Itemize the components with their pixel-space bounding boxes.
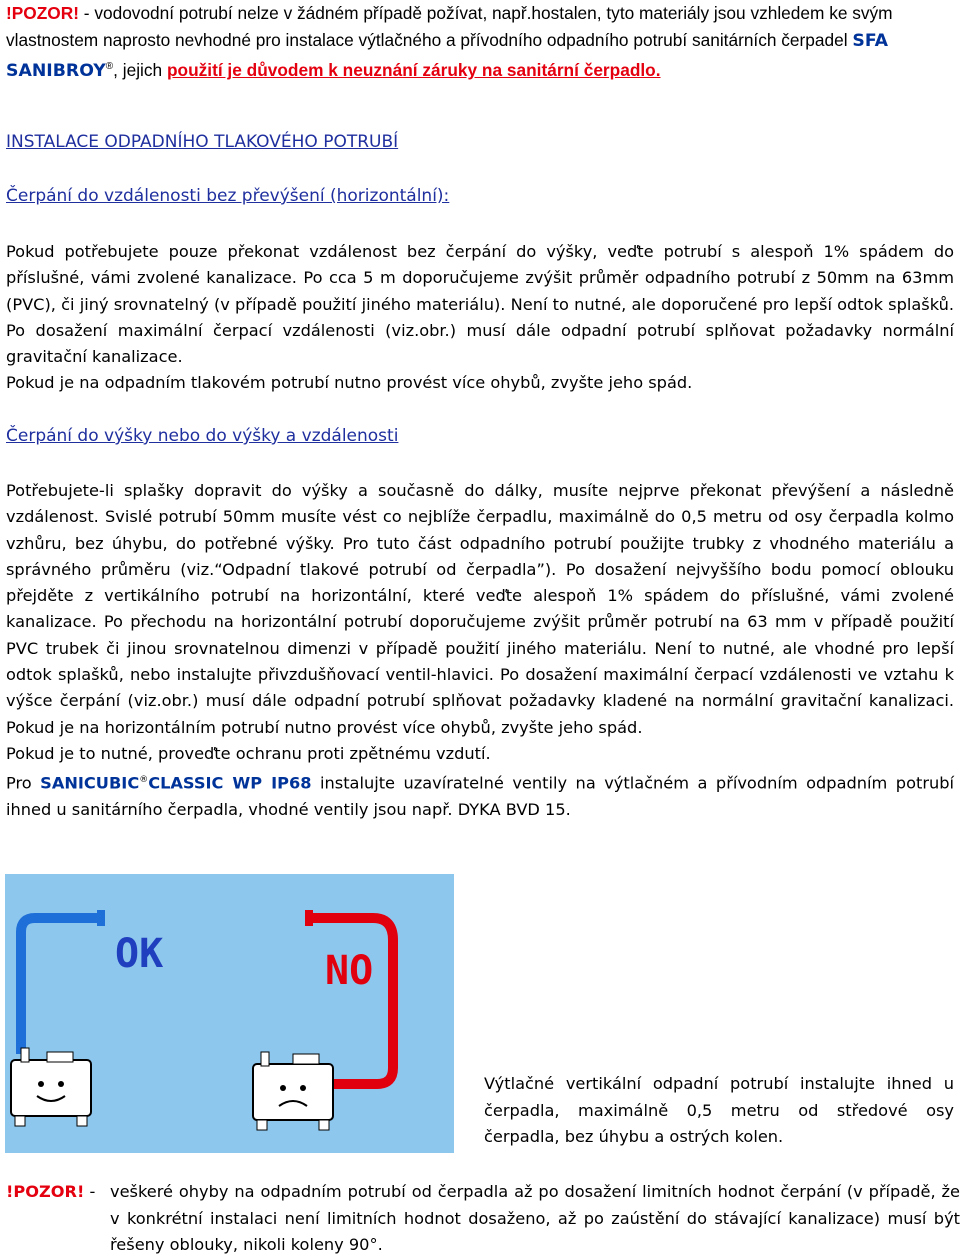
brand-sanibroy: SFA SANIBROY [6,30,889,81]
ok-pump [11,1048,91,1126]
no-pump [253,1052,333,1130]
vertical-paragraph-2: Pokud je to nutné, proveďte ochranu proti zpětnému vzdutí. [6,743,491,763]
vertical-paragraph-3 [6,767,954,823]
illustration-caption: Výtlačné vertikální odpadní potrubí instalujte ihned u čerpadla, maximálně 0,5 metru od středové osy čerpadla, bez úhybu a ostrých kolen. [484,1074,954,1146]
p3-prefix: Pro [6,773,41,793]
brand-sanicubic: SANICUBIC [40,773,140,793]
no-label: NO [325,948,374,994]
horizontal-paragraph-1: Pokud potřebujete pouze překonat vzdálenost bez čerpání do výšky, veďte potrubí s alespoň 1% spádem do příslušné, vámi zvolené kanalizace. Po cca 5 m doporučujeme zvýšit průměr odpadního potrubí z 50mm na 63mm (PVC), či jiný srovnatelný (v případě použití jiného materiálu). Není to nutné, ale doporučené pro lepší odtok splašků. Po dosažení maximální čerpací vzdálenosti (viz.obr.) musí dále odpadní potrubí splňovat požadavky normální gravitační kanalizace. [6,242,954,367]
no-pipe-end [305,910,313,926]
registered-mark-2: ® [139,775,149,786]
horizontal-title: Čerpání do vzdálenosti bez převýšení (horizontální): [6,186,450,206]
vertical-section [6,478,954,823]
ok-label: OK [115,931,164,977]
intro-text-2: , jejich [113,59,167,80]
registered-mark: ® [105,61,114,72]
section-title: INSTALACE ODPADNÍHO TLAKOVÉHO POTRUBÍ [6,132,399,152]
vertical-paragraph-1: Potřebujete-li splašky dopravit do výšky a současně do dálky, musíte nejprve překonat převýšení a následně vzdálenost. Svislé potrubí 50mm musíte vést co nejblíže čerpadlu, maximálně do 0,5 metru od osy čerpadla kolmo vzhůru, bez úhybu, do potřebné výšky. Pro tuto část odpadního potrubí použijte trubky z vhodného materiálu a správného průměru (viz.“Odpadní tlakové potrubí od čerpadla”). Po dosažení nejvyššího bodu pomocí oblouku přejděte z vertikálního potrubí na horizontální, které veďte alespoň 1% spádem do příslušné, vámi zvolené kanalizace. Po přechodu na horizontální potrubí doporučujeme zvýšit průměr potrubí na 63 mm v případě použití PVC trubek či jinou srovnatelnou dimenzi v případě použití jiného materiálu. Není to nutné, ale vhodné pro lepší odtok splašků, nebo instalujte přivzdušňovací ventil-hlavici. Po dosažení maximální čerpací vzdálenosti ve vztahu k výšce čerpání (viz.obr.) musí dále odpadní potrubí splňovat požadavky kladené na normální gravitační kanalizaci. Pokud je na horizontálním potrubí nutno provést více ohybů, zvyšte jeho spád. [6,481,954,737]
intro-warning [6,0,958,84]
horizontal-paragraph-2: Pokud je na odpadním tlakovém potrubí nutno provést více ohybů, zvyšte jeho spád. [6,373,693,393]
final-warning-label: !POZOR! - [6,1182,96,1201]
pump-installation-illustration [5,874,454,1153]
pozor-label: !POZOR! [6,3,79,23]
final-warning-text: veškeré ohyby na odpadním potrubí od čerpadla až po dosažení limitních hodnot čerpání (v případě, že v konkrétní instalaci není limitních hodnot dosaženo, až po zaústění do stávající kanalizace) musí být řešeny oblouky, nikoli koleny 90°. [110,1182,960,1254]
brand-classic: CLASSIC WP IP68 [148,773,312,793]
final-pozor: !POZOR! [6,1182,85,1201]
horizontal-section [6,239,954,397]
vertical-title: Čerpání do výšky nebo do výšky a vzdálenosti [6,426,399,446]
intro-text-1: - vodovodní potrubí nelze v žádném případě požívat, např.hostalen, tyto materiály jsou vzhledem ke svým vlastnostem naprosto nevhodné pro instalace výtlačného a přívodního odpadního potrubí sanitárních čerpadel [6,3,893,50]
warranty-warning: použití je důvodem k neuznání záruky na sanitární čerpadlo. [166,59,661,80]
ok-pipe-end [97,910,105,926]
p3-suffix: instalujte uzavíratelné ventily na výtlačném a přívodním odpadním potrubí ihned u sanitárního čerpadla, vhodné ventily jsou např. DYKA BVD 15. [6,773,955,819]
